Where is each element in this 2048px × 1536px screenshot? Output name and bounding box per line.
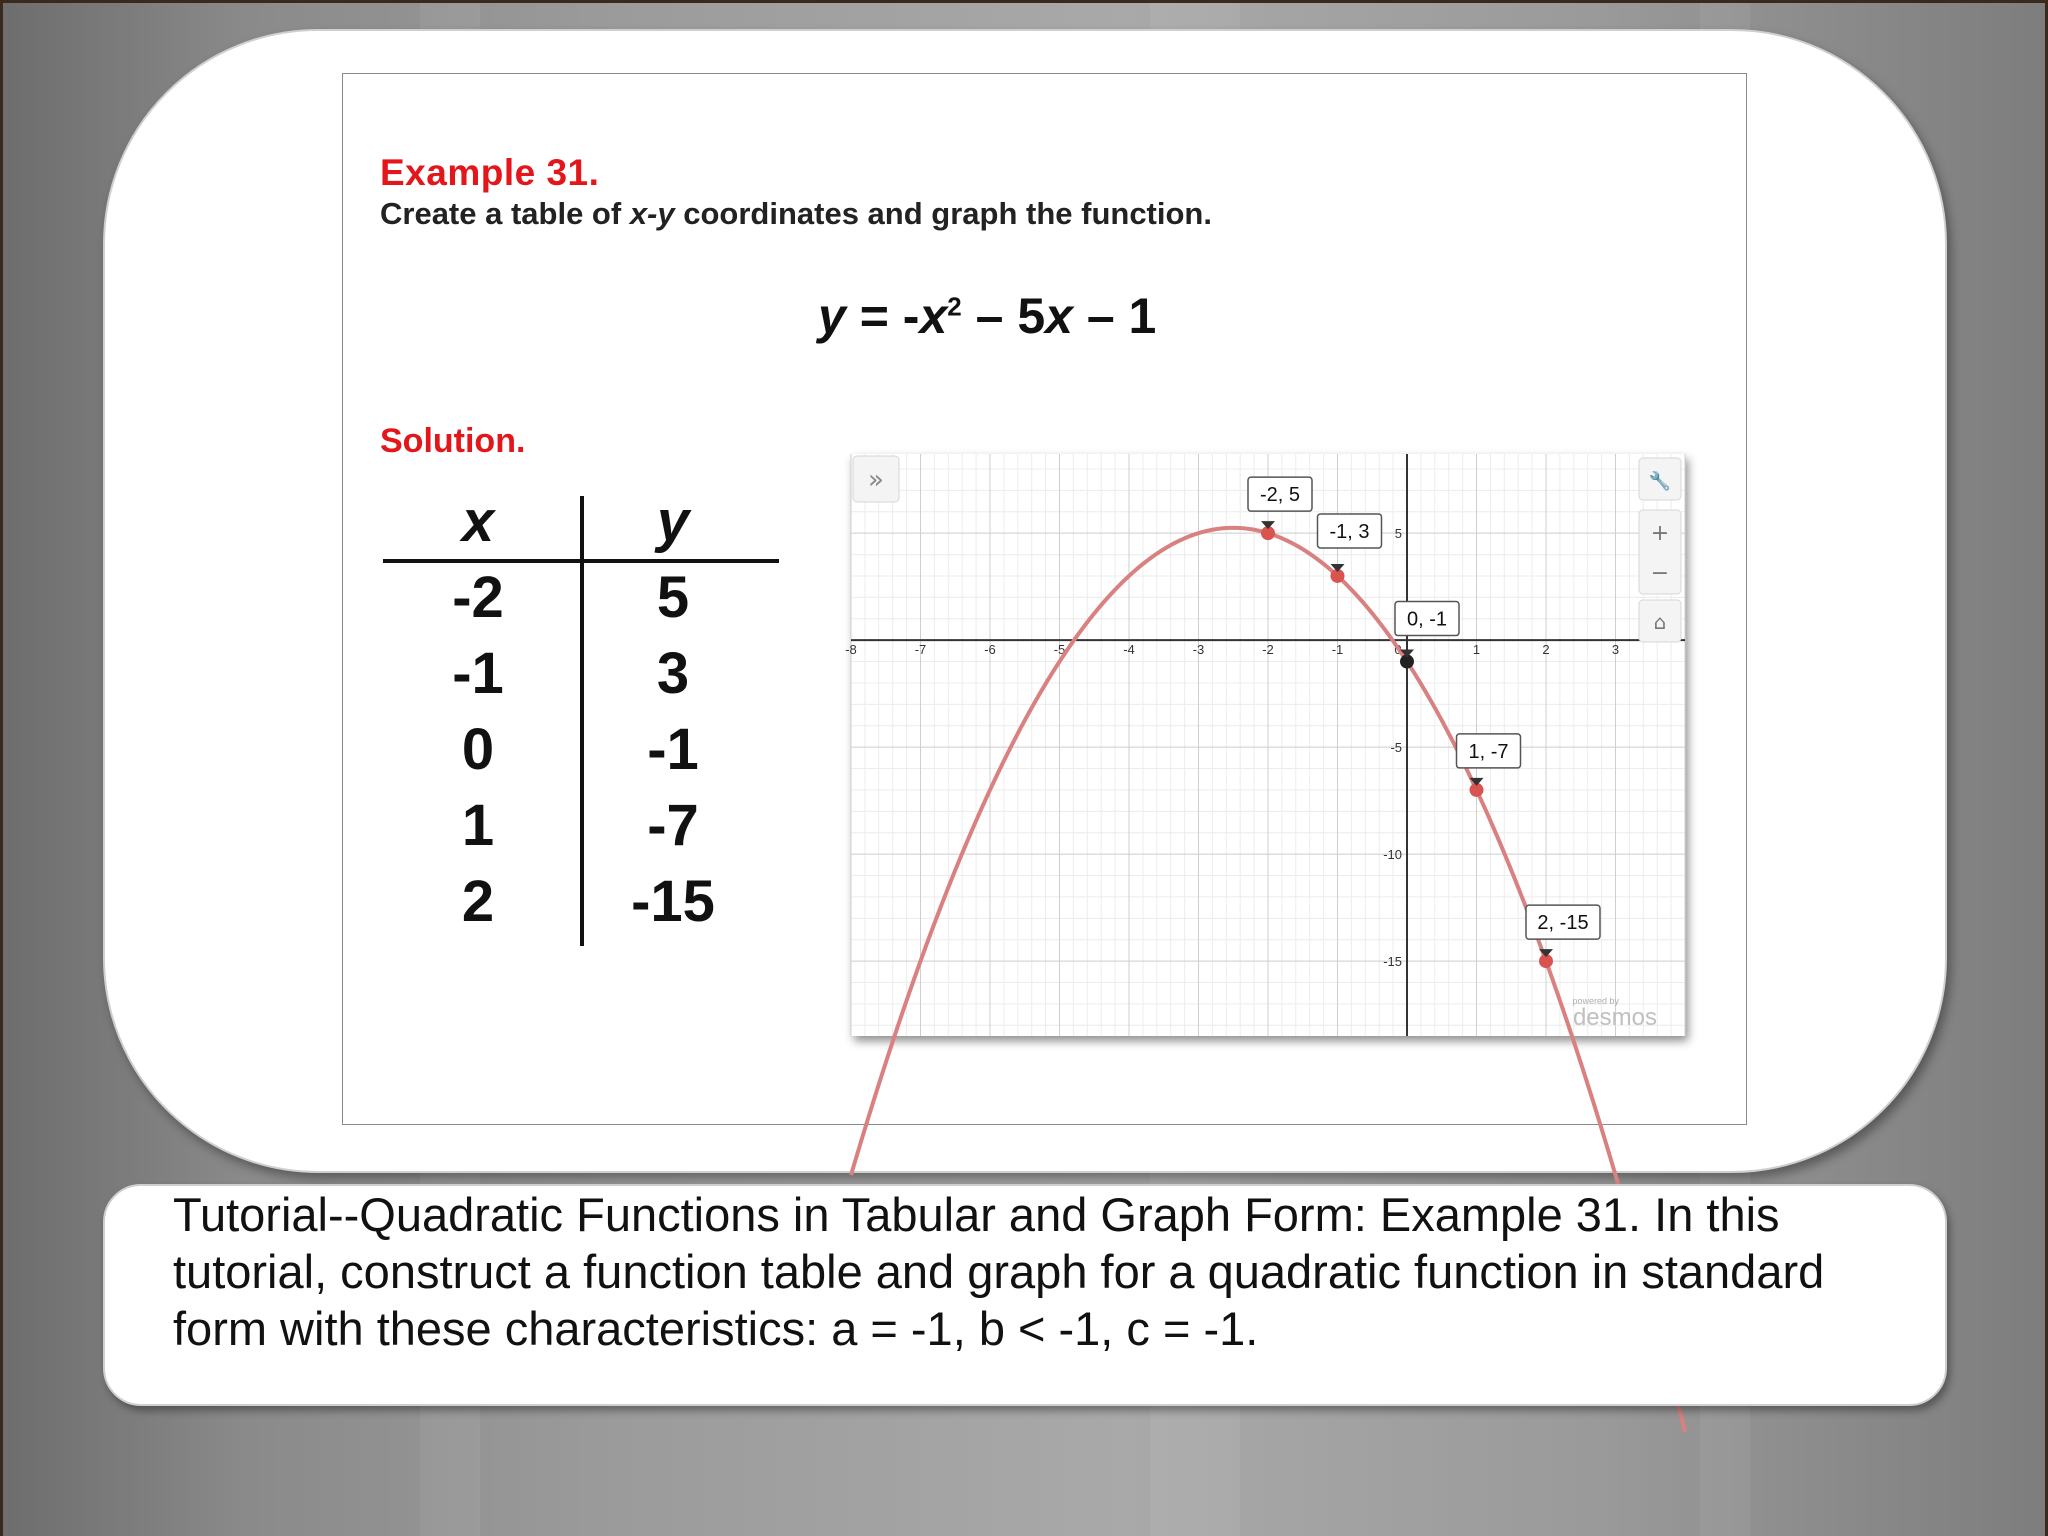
x-tick-label: -5	[1053, 642, 1066, 658]
example-title: Example 31.	[380, 152, 600, 193]
table-header-y: y	[656, 489, 690, 554]
zoom-out-icon[interactable]: −	[1650, 561, 1670, 586]
table-cell-y: -1	[647, 717, 699, 782]
solution-label: Solution.	[380, 422, 526, 460]
table-cell-x: -1	[452, 641, 504, 706]
function-graph[interactable]	[845, 454, 1685, 1036]
point-label: -1, 3	[1329, 520, 1370, 543]
point-label: -2, 5	[1259, 484, 1301, 507]
x-tick-label: 1	[1472, 642, 1481, 658]
table-cell-x: 0	[461, 717, 495, 782]
table-vertical-rule	[580, 496, 584, 946]
caption-card	[103, 1184, 1947, 1406]
point-label: 1, -7	[1468, 740, 1509, 763]
y-tick-label: 5	[1394, 526, 1402, 542]
chevron-double-right-icon: »	[868, 465, 884, 495]
xy-value-table	[383, 489, 781, 946]
y-tick-label: -10	[1383, 847, 1402, 863]
wrench-icon: 🔧	[1648, 471, 1672, 492]
frame-border-left	[0, 0, 3, 1536]
x-tick-label: -2	[1262, 642, 1274, 658]
powered-by-text: powered by	[1572, 996, 1619, 1006]
table-cell-x: 2	[461, 869, 495, 934]
function-equation: $y = -x^2 - 5x - 1$	[818, 288, 1157, 344]
table-horizontal-rule	[383, 559, 779, 563]
table-cell-y: -15	[631, 869, 715, 934]
frame-border-top	[0, 0, 2048, 3]
table-cell-x: -2	[452, 565, 504, 630]
desmos-graph-panel[interactable]	[845, 454, 1685, 1036]
x-tick-label: -6	[984, 642, 996, 658]
point-label: 2, -15	[1537, 912, 1589, 935]
example-instruction: Create a table of x-y coordinates and graph the function.	[380, 196, 1212, 231]
x-tick-label: -8	[845, 642, 857, 658]
x-tick-label: -7	[914, 642, 927, 658]
y-tick-label: -5	[1390, 740, 1402, 756]
y-tick-label: -15	[1383, 954, 1402, 970]
table-cell-y: 3	[656, 641, 690, 706]
x-tick-label: 0	[1394, 642, 1402, 658]
table-cell-x: 1	[461, 793, 495, 858]
home-icon: ⌂	[1653, 610, 1667, 634]
table-header-x: x	[461, 489, 495, 554]
desmos-logo: desmos	[1572, 1004, 1657, 1031]
table-cell-y: 5	[656, 565, 690, 630]
x-tick-label: 2	[1542, 642, 1550, 658]
x-tick-label: -4	[1123, 642, 1135, 658]
point-label: 0, -1	[1406, 608, 1448, 631]
tutorial-caption: Tutorial--Quadratic Functions in Tabular and Graph Form: Example 31. In this tutorial, construct a function table and graph for a quadratic function in standard form with these characteristics: a = -1, b < -1, c = -1.	[173, 1188, 1825, 1355]
zoom-in-icon[interactable]: +	[1650, 521, 1670, 546]
x-tick-label: -3	[1192, 642, 1205, 658]
x-tick-label: 3	[1611, 642, 1620, 658]
x-tick-label: -1	[1331, 642, 1344, 658]
table-cell-y: -7	[647, 793, 699, 858]
